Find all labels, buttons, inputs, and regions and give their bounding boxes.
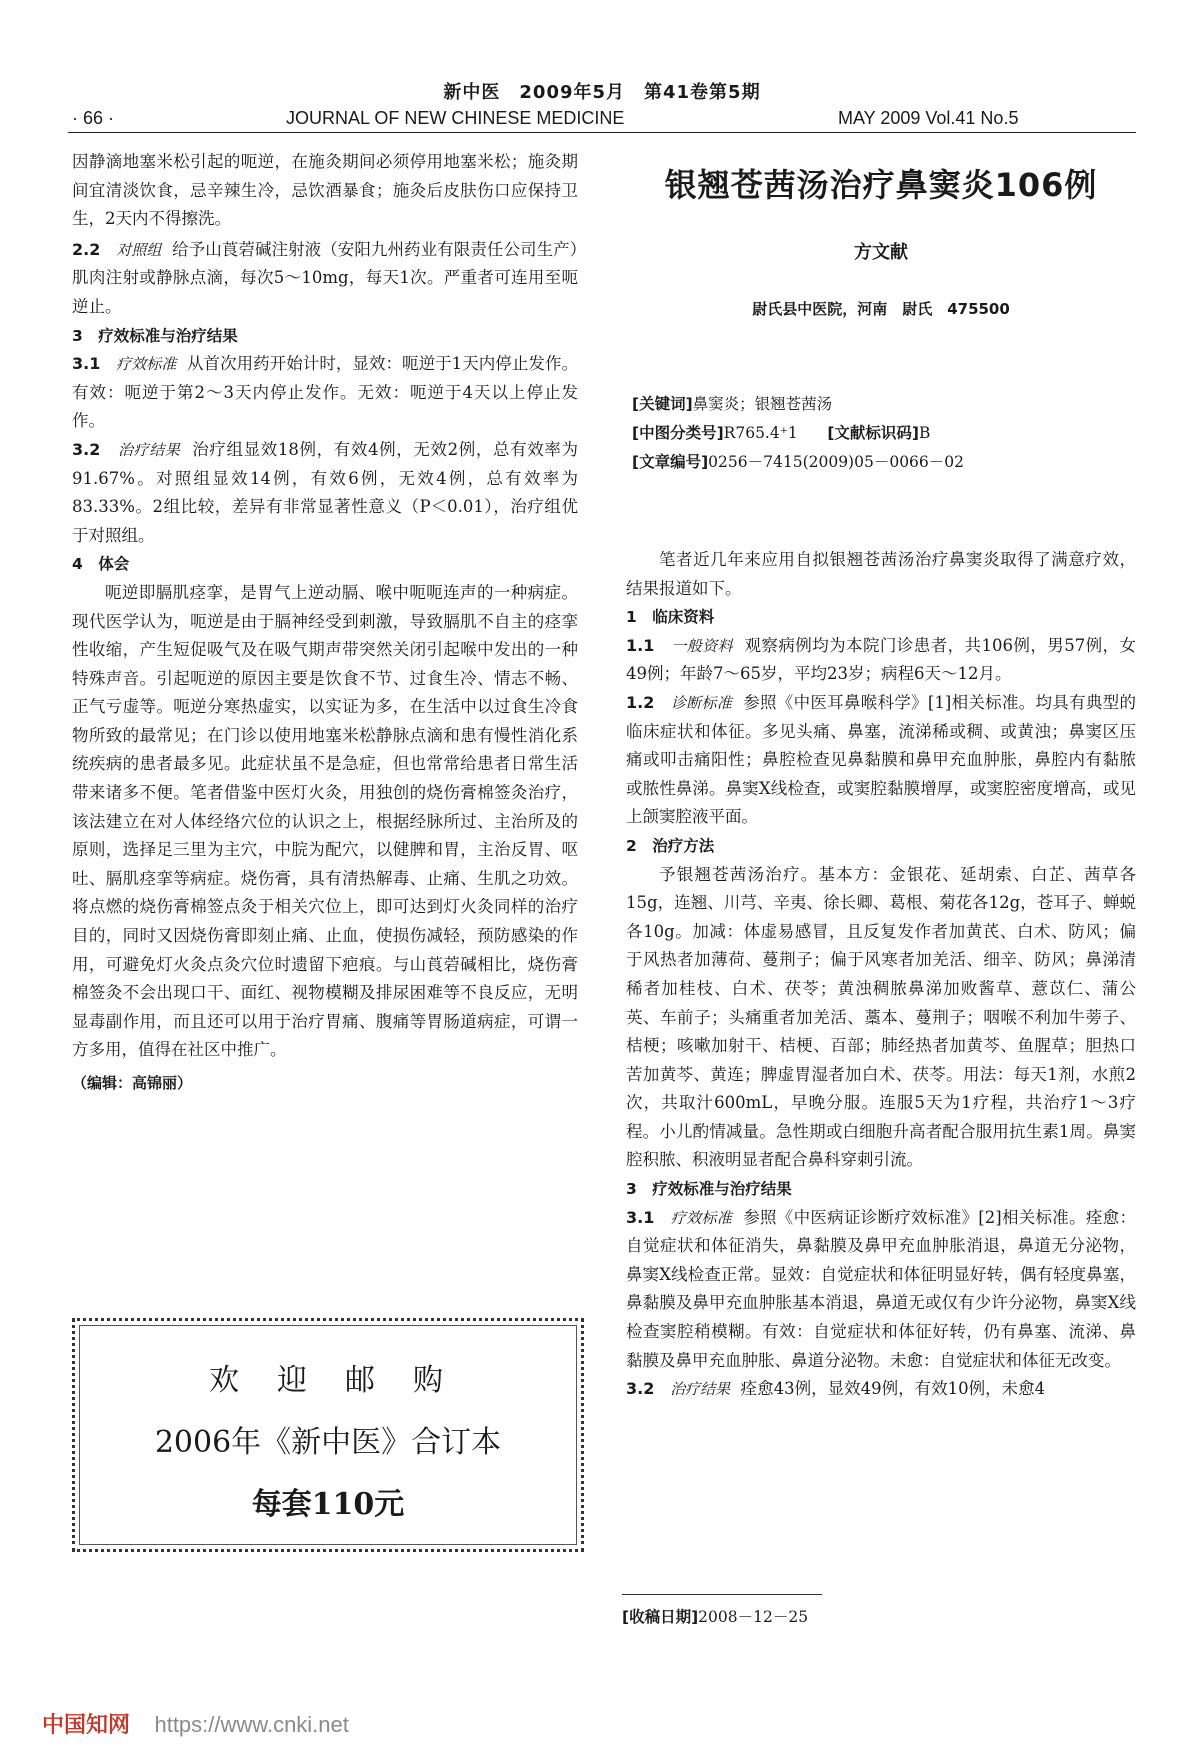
cnki-logo: 中国知网 [42, 1712, 131, 1737]
journal-name-en: JOURNAL OF NEW CHINESE MEDICINE [286, 108, 625, 128]
paragraph: 因静滴地塞米松引起的呃逆，在施灸期间必须停用地塞米松；施灸期间宜清淡饮食，忌辛辣生冷，忌饮酒暴食；施灸后皮肤伤口应保持卫生，2天内不得擦洗。 [72, 152, 578, 229]
paragraph: 笔者近几年来应用自拟银翘苍茜汤治疗鼻窦炎取得了满意疗效，结果报道如下。 [626, 550, 1136, 598]
received-date: [收稿日期]2008－12－25 [622, 1594, 822, 1627]
cnki-url[interactable]: https://www.cnki.net [154, 1712, 349, 1737]
subsection-1-2: 1.2 诊断标准 参照《中医耳鼻喉科学》[1]相关标准。均具有典型的临床症状和体征。多见头痛、鼻塞，流涕稀或稠、或黄浊；鼻窦区压痛或叩击痛阳性；鼻腔检查见鼻黏膜和鼻甲充血肿胀，鼻腔内有黏脓或脓性鼻涕。鼻窦X线检查，或窦腔黏膜增厚，或窦腔密度增高，或见上颌窦腔液平面。 [626, 692, 1136, 827]
paragraph: 予银翘苍茜汤治疗。基本方：金银花、延胡索、白芷、茜草各15g，连翘、川芎、辛夷、徐长卿、葛根、菊花各12g，苍耳子、蝉蜕各10g。加减：体虚易感冒，且反复发作者加黄芪、白术、防风；偏于风热者加薄荷、蔓荆子；偏于风寒者加羌活、细辛、防风；鼻涕清稀者加桂枝、白术、茯苓；黄浊稠脓鼻涕加败酱草、薏苡仁、蒲公英、车前子；头痛重者加羌活、藁本、蔓荆子；咽喉不利加牛蒡子、桔梗；咳嗽加射干、桔梗、百部；肺经热者加黄芩、鱼腥草；胆热口苦加黄芩、黄连；脾虚胃湿者加白术、茯苓。用法：每天1剂，水煎2次，共取汁600mL，早晚分服。连服5天为1疗程，共治疗1～3疗程。小儿酌情减量。急性期或白细胞升高者配合服用抗生素1周。鼻窦腔积脓、积液明显者配合鼻科穿刺引流。 [626, 864, 1136, 1170]
article-number: [文章编号]0256－7415(2009)05－0066－02 [632, 453, 964, 471]
subsection-1-1: 1.1 一般资料 观察病例均为本院门诊患者，共106例，男57例，女49例；年龄7～65岁，平均23岁；病程6天～12月。 [626, 635, 1136, 684]
subsection-3-2: 3.2 治疗结果 治疗组显效18例，有效4例，无效2例，总有效率为91.67%。对照组显效14例，有效6例，无效4例，总有效率为83.33%。2组比较，差异有非常显著性意义（P＜0.01），治疗组优于对照组。 [72, 439, 578, 545]
subsection-2-2: 2.2 对照组 给予山莨菪碱注射液（安阳九州药业有限责任公司生产）肌肉注射或静脉点滴，每次5～10mg，每天1次。严重者可连用至呃逆止。 [72, 239, 578, 316]
article-meta [632, 390, 964, 477]
editor-note: （编辑：高锦丽） [72, 1074, 193, 1092]
classification: [中图分类号]R765.4⁺1 [文献标识码]B [632, 424, 931, 442]
right-column [626, 546, 1136, 1404]
section-heading-3: 3 疗效标准与治疗结果 [72, 326, 238, 345]
keywords: [关键词]鼻窦炎；银翘苍茜汤 [632, 395, 833, 413]
page-number: · 66 · [72, 108, 115, 128]
advertisement-box [72, 1318, 584, 1552]
section-heading-4: 4 体会 [72, 555, 130, 574]
subsection-3-1: 3.1 疗效标准 参照《中医病证诊断疗效标准》[2]相关标准。痊愈：自觉症状和体征消失，鼻黏膜及鼻甲充血肿胀消退，鼻道无分泌物，鼻窦X线检查正常。显效：自觉症状和体征明显好转，偶有轻度鼻塞，鼻黏膜及鼻甲充血肿胀基本消退，鼻道无或仅有少许分泌物，鼻窦X线检查窦腔稍模糊。有效：自觉症状和体征好转，仍有鼻塞、流涕、鼻黏膜及鼻甲充血肿胀、鼻道分泌物。未愈：自觉症状和体征无改变。 [626, 1207, 1136, 1370]
ad-line-3: 每套110元 [251, 1487, 405, 1522]
article-title: 银翘苍茜汤治疗鼻窦炎106例 [664, 166, 1098, 204]
watermark [42, 1708, 349, 1739]
author: 方文献 [854, 242, 908, 263]
section-heading-1: 1 临床资料 [626, 608, 715, 627]
section-heading-3: 3 疗效标准与治疗结果 [626, 1180, 792, 1199]
ad-line-2: 2006年《新中医》合订本 [154, 1425, 502, 1460]
left-column [72, 148, 578, 1098]
paragraph: 呃逆即膈肌痉挛，是胃气上逆动膈、喉中呃呃连声的一种病症。现代医学认为，呃逆是由于膈神经受到刺激，导致膈肌不自主的痉挛性收缩，产生短促吸气及在吸气期声带突然关闭引起喉中发出的一种特殊声音。引起呃逆的原因主要是饮食不节、过食生冷、情志不畅、正气亏虚等。呃逆分寒热虚实，以实证为多，在生活中以过食生冷食物所致的最常见；在门诊以使用地塞米松静脉点滴和患有慢性消化系统疾病的患者最多见。此症状虽不是急症，但也常常给患者日常生活带来诸多不便。笔者借鉴中医灯火灸，用独创的烧伤膏棉签灸治疗，该法建立在对人体经络穴位的认识之上，根据经脉所过、主治所及的原则，选择足三里为主穴，中脘为配穴，以健脾和胃，主治反胃、呕吐、膈肌痉挛等病症。烧伤膏，具有清热解毒、止痛、生肌之功效。将点燃的烧伤膏棉签点灸于相关穴位上，即可达到灯火灸同样的治疗目的，同时又因烧伤膏即刻止痛、止血，使损伤减轻，预防感染的作用，可避免灯火灸点灸穴位时遗留下疤痕。与山莨菪碱相比，烧伤膏棉签灸不会出现口干、面红、视物模糊及排尿困难等不良反应，无明显毒副作用，而且还可以用于治疗胃痛、腹痛等胃肠道病症，可谓一方多用，值得在社区中推广。 [72, 582, 578, 1060]
subsection-3-2: 3.2 治疗结果 痊愈43例，显效49例，有效10例，未愈4 [626, 1379, 1046, 1399]
journal-header-cn: 新中医 2009年5月 第41卷第5期 [443, 82, 761, 103]
affiliation: 尉氏县中医院，河南 尉氏 475500 [752, 300, 1010, 318]
ad-line-1: 欢 迎 邮 购 [209, 1363, 447, 1398]
section-heading-2: 2 治疗方法 [626, 836, 715, 855]
subsection-3-1: 3.1 疗效标准 从首次用药开始计时，显效：呃逆于1天内停止发作。有效：呃逆于第2～3天内停止发作。无效：呃逆于4天以上停止发作。 [72, 354, 578, 431]
journal-header-line [68, 108, 1136, 133]
issue-info: MAY 2009 Vol.41 No.5 [838, 108, 1019, 128]
